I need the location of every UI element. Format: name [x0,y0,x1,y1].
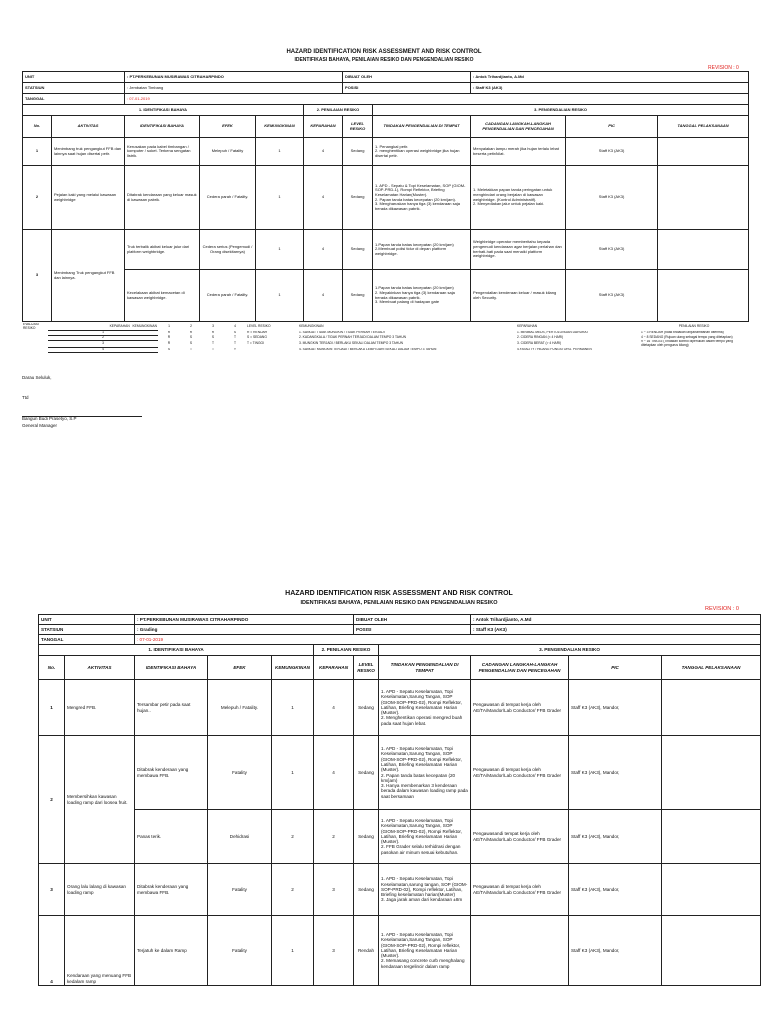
statsiun-label: STATSIUN [39,625,135,635]
tanggal-value: : 07-01-2019 [135,635,761,645]
row-efek: Melepuh / Fatality. [208,680,272,736]
row-efek: Cedera parah / Fatality. [200,270,256,322]
header-tanggal: TANGGAL PELAKSANAAN [658,116,749,138]
pen-item: 4 ~ 8 SEDANG (Rujuan ulang sebagai tempo yang ditetapkan) [641,335,733,339]
header-kemungkinan: KEMUNGKINAN [272,656,314,680]
kem-item: 4. SANGAT MUNGKIN TERJADI / BERLAKU LEBIH DARI SEKALI DALAM TEMPO 3 TAHUN [299,347,437,352]
row-cadangan: Pengawasandi tempat kerja oleh AE/TA/Mandor/Lab Conductor/ FFB Grader [471,810,569,864]
tanggal-label: TANGGAL [23,94,125,105]
matrix-row-label: 1 [48,331,158,336]
row-pic: Staff K3 (AK3), Mandor, [569,680,662,736]
row-pic: Staff K3 (AK3) [566,230,658,270]
header-tindakan: TINDAKAN PENGENDALIAN DI TEMPAT [379,656,471,680]
row-efek: Fatality [208,736,272,810]
header-kemungkinan: KEMUNGKINAN [256,116,304,138]
matrix-col: 4 [234,323,236,328]
row-tindakan: 1.Papan tanda batas kecepatan (20 km/jam) 2.Membuat polisi tidur di depan platform weighbridge. [373,230,471,270]
section-penilaian: 2. PENILAIAN RESIKO [304,105,373,116]
row-cadangan: Pengawasan di tempat kerja oleh AE/TA/Mandor/Lab Conductor/ FFB Grader [471,864,569,916]
row-level: Sedang [343,138,373,166]
row-efek: Dehidrasi [208,810,272,864]
row-aktivitas: Menimbang Truk pengangkut FFB dan lainnya. [52,230,125,322]
unit-label: UNIT [39,615,135,625]
unit-value: : PT.PERKEBUNAN MUSIRAWAS CITRAHARPINDO [125,72,343,83]
unit-value: : PT.PERKEBUNAN MUSIRAWAS CITRAHARPINDO [135,615,354,625]
row-level: Sedang [354,736,379,810]
matrix-cell: R [167,335,171,339]
row-tanggal [662,864,761,916]
posisi-value: : Staff K3 (AK3) [471,625,761,635]
row-no: 3 [39,864,65,916]
level-item: T = TINGGI [247,341,265,346]
level-title: LEVEL RESIKO [247,323,271,328]
sheet1-revision: REVISION : 0 [708,65,739,71]
header-aktivitas: AKTIVITAS [52,116,125,138]
signature-role: General Manager [22,423,58,428]
signature-ttd: Ttd [22,395,29,400]
matrix-row-label: 4 [48,348,158,353]
signature-name: Bangun Budi Prasetyo, S.P [22,416,77,421]
table-row [23,230,749,270]
table-row [23,166,749,230]
header-aktivitas: AKTIVITAS [65,656,135,680]
table-row [39,680,761,736]
row-bahaya: Ditabrak kenderaan yang membawa FFB. [135,864,208,916]
row-pic: Staff K3 (AK3) [566,138,658,166]
posisi-value: : Staff K3 (AK3) [471,83,749,94]
row-efek: Melepuh / Fatality [200,138,256,166]
kep-item: 1. MINIMAL MEDS, PERTOLONGAN DARURAT [517,330,589,335]
table-row [39,864,761,916]
row-bahaya: Kecelakaan akibat kemacetan di kawasan weighbridge. [125,270,200,322]
matrix-cell: R [211,330,215,335]
row-pic: Staff K3 (AK3), Mandor, [569,810,662,864]
matrix-cell: T [233,335,236,339]
table-row [23,270,749,322]
row-cadangan [471,916,569,986]
row-cadangan: Menyalakan lampu merah jika hujan terlalu lebat beserta petir/kilat. [471,138,566,166]
row-keparahan: 4 [304,166,343,230]
sheet1-subtitle: IDENTIFIKASI BAHAYA, PENILAIAN RESIKO DAN PENGENDALIAN RESIKO [294,57,474,63]
tanggal-label: TANGGAL [39,635,135,645]
row-kemungkinan: 1 [272,680,314,736]
dibuat-label: DIBUAT OLEH [354,615,471,625]
row-no: 1 [39,680,65,736]
row-bahaya: Terjatuh ke dalam Ramp [135,916,208,986]
row-level: Sedang [343,166,373,230]
row-cadangan: 1. Meletakkan papan tanda peringatan untuk menghindari orang berjalan di kawasan weighbridge. (Kontrol Administratif). 2. Menyediakan jalur untuk pejalan kaki. [471,166,566,230]
header-bahaya: IDENTIFIKASI BAHAYA [125,116,200,138]
matrix-cell: Y [233,347,237,352]
row-tindakan: 1. APD - Sepatu Keselamatan, Topi Keselamatan,sarung tangan, SOP (GIOM-SOP-PRD-02), Rompi reflektor, Latihan, Briefing keselamatan harian(Muster) 3. Jaga jarak aman dari kendaraan ±8m [379,864,471,916]
kem-title: KEMUNGKINAN [299,323,324,328]
row-efek: Cedera serius (Pengemudi / Orang disekitarnya) [200,230,256,270]
row-pic: Staff K3 (AK3), Mandor, [569,916,662,986]
row-tindakan: 1. Penangkal petir. 2. menghentikan operasi weighbridge jika hujan disertai petir. [373,138,471,166]
row-bahaya: Panas terik. [135,810,208,864]
header-level: LEVEL RESIKO [354,656,379,680]
header-level: LEVEL RESIKO [343,116,373,138]
row-efek: Fatality [208,864,272,916]
row-efek: Cedera parah / Fatality. [200,166,256,230]
header-efek: EFEK [208,656,272,680]
pen-title: PENILAIAN RESIKO [678,323,710,328]
row-no: 4 [39,916,65,986]
row-no: 2 [23,166,52,230]
dibuat-value: : Antok Trihardjianto, A.Md [471,615,761,625]
row-no: 1 [23,138,52,166]
table-row [23,138,749,166]
row-aktivitas: Membersihkan kawasan loading ramp dari loosea fruit. [65,736,135,864]
row-level: Rendah [354,916,379,986]
kep-title: KEPARAHAN [517,323,538,328]
row-kemungkinan: 1 [256,138,304,166]
matrix-col: 3 [212,323,214,328]
sheet2-subtitle: IDENTIFIKASI BAHAYA, PENILAIAN RESIKO DAN PENGENDALIAN RESIKO [300,600,498,606]
row-keparahan: 3 [314,864,354,916]
row-tanggal [662,916,761,986]
table-row [39,916,761,986]
matrix-col: 2 [190,323,192,328]
row-tindakan: 1. APD - Sepatu Keselamatan, Topi Keselamatan,Sarung Tangan, SOP (GIOM-SOP-PRD-02), Rompi Reflektor, Latihan, Briefing Keselamatan Harian (Muster). 2. FFB Grader selalu terhidrasi dengan pasokan air minum sesuai kebutuhan. [379,810,471,864]
row-pic: Staff K3 (AK3), Mandor, [569,736,662,810]
kem-item: 2. KADANGKALA / TIDAK PERNAH TERJADI DALAM TEMPO 3 TAHUN [299,335,407,339]
matrix-cell: S [189,335,193,339]
section-identifikasi: 1. IDENTIFIKASI BAHAYA [39,645,314,656]
statsiun-value: : Jembatan Timbang [125,83,343,94]
statsiun-value: : Grading [135,625,354,635]
row-pic: Staff K3 (AK3), Mandor, [569,864,662,916]
row-no: 2 [39,736,65,864]
dibuat-value: : Antok Trihardjianto, A.Md [471,72,749,83]
row-level: Sedang [354,680,379,736]
row-aktivitas: Mengred FFB. [65,680,135,736]
section-pengendalian: 3. PENGENDALIAN RESIKO [379,645,761,656]
matrix-cell: R [189,330,193,335]
row-aktivitas: Orang lalu lalang di kawasan loading ramp [65,864,135,916]
row-aktivitas: Kendaraan yang menuang FFB kedalam ramp [65,916,135,986]
matrix-cell: S [211,335,215,339]
row-cadangan: Pengawasan di tempat kerja oleh AE/TA/Mandor/Lab Conductor/ FFB Grader [471,680,569,736]
row-keparahan: 4 [314,736,354,810]
row-level: Sedang [343,230,373,270]
pen-item: 1 ~ 3 RENDAH (tidak tindakan lanjut/tambahan diterima) [641,330,724,335]
pen-item: 9 ~ 16 TINGGI (Tindakan kontrol diperlukan dalam tempo yang ditetapkan oleh pengurus kilang) [641,340,733,347]
header-keparahan: KEPARAHAN [314,656,354,680]
header-tindakan: TINDAKAN PENGENDALIAN DI TEMPAT [373,116,471,138]
row-tanggal [658,166,749,230]
row-aktivitas: Pejalan kaki yang melalui kawasan weighbridge [52,166,125,230]
row-keparahan: 4 [314,680,354,736]
row-keparahan: 4 [304,138,343,166]
table-row [39,736,761,810]
matrix-cell: R [167,330,171,335]
header-efek: EFEK [200,116,256,138]
posisi-label: POSISI [354,625,471,635]
matrix-row-label: 3 [48,340,158,348]
header-cadangan: CADANGAN LANGKAH-LANGKAH PENGENDALIAN DAN PENCEGAHAN [471,656,569,680]
matrix-row-label: 2 [48,335,158,340]
kem-item: 3. MUNGKIN TERJADI / BERLAKU SEKALI DALAM TEMPO 3 TAHUN [299,341,403,346]
sheet2-table [38,614,761,986]
matrix-col: 1 [168,323,170,328]
section-penilaian: 2. PENILAIAN RESIKO [314,645,379,656]
header-cadangan: CADANGAN LANGKAH-LANGKAH PENGENDALIAN DAN PENCEGAHAN [471,116,566,138]
signature-greeting: Darau Seluluk, [22,375,52,380]
tanggal-value: : 07-01-2019 [125,94,749,105]
header-no: No. [23,116,52,138]
row-tanggal [658,138,749,166]
header-tanggal: TANGGAL PELAKSANAAN [662,656,761,680]
row-tanggal [662,736,761,810]
header-keparahan: KEPARAHAN [304,116,343,138]
header-pic: PIC [569,656,662,680]
row-level: Sedang [343,270,373,322]
matrix-cell: T [189,347,192,352]
section-pengendalian: 3. PENGENDALIAN RESIKO [373,105,749,116]
row-bahaya: Truk terbalik akibat keluar jalur dari platform weighbridge. [125,230,200,270]
row-bahaya: Kerusakan pada kabel timbangan / komputer / soket. Terkena sengatan listrik. [125,138,200,166]
row-bahaya: Tersambar petir pada saat hujan.. [135,680,208,736]
row-bahaya: Ditabrak kenderaan yang membawa FFB. [135,736,208,810]
row-cadangan: Weighbridge operator memberitahu kepada pengemudi kendaraan agar berjalan perlahan dan berhati-hati pada saat menaiki platform weighbridge. [471,230,566,270]
row-cadangan: Pengawasan di tempat kerja oleh AE/TA/Mandor/Lab Conductor/ FFB Grader [471,736,569,810]
row-tindakan: 1. APD - Sepatu Keselamatan, Topi Keselamatan,Sarung Tangan, SOP (GIOM-SOP-PRD-02), Rompi Reflektor, Latihan, Briefing Keselamatan Harian (Muster). 2. Papan tanda batas kecepatan (20 km/jam) 3. Hanya membenarkan 3 kenderaan berada dalam kawasan loading ramp pada saat bersamaan [379,736,471,810]
header-no: No. [39,656,65,680]
row-pic: Staff K3 (AK3) [566,166,658,230]
matrix-cell: T [211,347,214,352]
table-row [39,810,761,864]
legend-evaluasi: EVALUASI RESIKO [23,323,39,330]
matrix-cell: T [233,341,236,346]
row-kemungkinan: 1 [256,166,304,230]
row-kemungkinan: 2 [272,864,314,916]
posisi-label: POSISI [343,83,471,94]
sheet1-title: HAZARD IDENTIFICATION RISK ASSESSMENT AND RISK CONTROL [286,49,482,55]
matrix-cell: S [167,347,171,352]
kep-item: 2. CIDERA RINGAN (< 4 HARI) [517,335,564,339]
row-tanggal [658,270,749,322]
matrix-cell: R [167,341,171,346]
level-item: S = SEDANG [247,335,267,339]
row-kemungkinan: 2 [272,810,314,864]
level-item: R = RENDAH [247,330,268,335]
header-bahaya: IDENTIFIKASI BAHAYA [135,656,208,680]
row-cadangan: Pengendalian kenderaan keluar / masuk kilang oleh Security. [471,270,566,322]
unit-label: UNIT [23,72,125,83]
matrix-cell: S [189,341,193,346]
row-tanggal [662,680,761,736]
row-keparahan: 4 [304,230,343,270]
row-level: Sedang [354,864,379,916]
section-identifikasi: 1. IDENTIFIKASI BAHAYA [23,105,304,116]
row-tindakan: 1. APD - Sepatu Keselamatan, Topi Keselamatan,Sarung Tangan, SOP (GIOM-SOP-PRD-02), Rompi reflektor, Latihan, Briefing Keselamatan Harian (Muster). 2. Memasang concrete curb menghalang kendaraan tergelincir dalam ramp [379,916,471,986]
kep-item: 4.FATALITY / HILANG FUNGSI ORG. PERMANEN [517,347,592,352]
dibuat-label: DIBUAT OLEH [343,72,471,83]
row-tanggal [658,230,749,270]
row-aktivitas: Menimbang truk pengangkut FFB dan lainnya saat hujan disertai petir. [52,138,125,166]
row-kemungkinan: 1 [256,230,304,270]
legend-kemungkinan-label: KEPARAHAN KEMUNGKINAN [109,323,157,328]
row-kemungkinan: 1 [256,270,304,322]
row-keparahan: 2 [314,810,354,864]
row-no: 3 [23,230,52,322]
row-kemungkinan: 1 [272,916,314,986]
row-keparahan: 3 [314,916,354,986]
kep-item: 3. CIDERA BERAT (> 4 HARI) [517,341,562,346]
row-tindakan: 1.Papan tanda batas kecepatan (20 km/jam) 2. Meyakinkan hanya tiga (3) kendaraan saja berada dikawasan pabrik. 3. Membuat palang di hadapan gate [373,270,471,322]
sheet2-title: HAZARD IDENTIFICATION RISK ASSESSMENT AND RISK CONTROL [285,590,513,597]
matrix-cell: S [233,330,237,335]
row-kemungkinan: 1 [272,736,314,810]
risk-legend [22,323,748,353]
row-efek: Fatality [208,916,272,986]
statsiun-label: STATSIUN [23,83,125,94]
row-bahaya: Ditabrak kendaraan yang keluar masuk di kawasan pabrik. [125,166,200,230]
row-pic: Staff K3 (AK3) [566,270,658,322]
row-keparahan: 4 [304,270,343,322]
row-tindakan: 1. APD - Sepatu & Topi Keselamatan, SOP (GIOM-SOP-PRD-1), Rompi Reflektor, Briefing Keselamatan Harian(Muster). 2. Papan tanda batas kecepatan (20 km/jam). 3. Mengharuskan hanya tiga (3) kendaraan saja berada dikawasan pabrik. [373,166,471,230]
sheet2-revision: REVISION : 0 [705,606,739,612]
sheet1-table [22,71,749,322]
row-tanggal [662,810,761,864]
row-level: Sedang [354,810,379,864]
matrix-cell: T [211,341,214,346]
row-tindakan: 1. APD - Sepatu Keselamatan, Topi Keselamatan,Sarung Tangan, SOP (GIOM-SOP-PRD-02), Rompi Reflektor, Latihan, Briefing Keselamatan Harian (Muster). 2. Menghentikan operasi mengred buah pada saat hujan lebat. [379,680,471,736]
kem-item: 1. SANGAT TIDAK MUNGKIN / TIDAK PERNAH TERJADI [299,330,385,335]
header-pic: PIC [566,116,658,138]
